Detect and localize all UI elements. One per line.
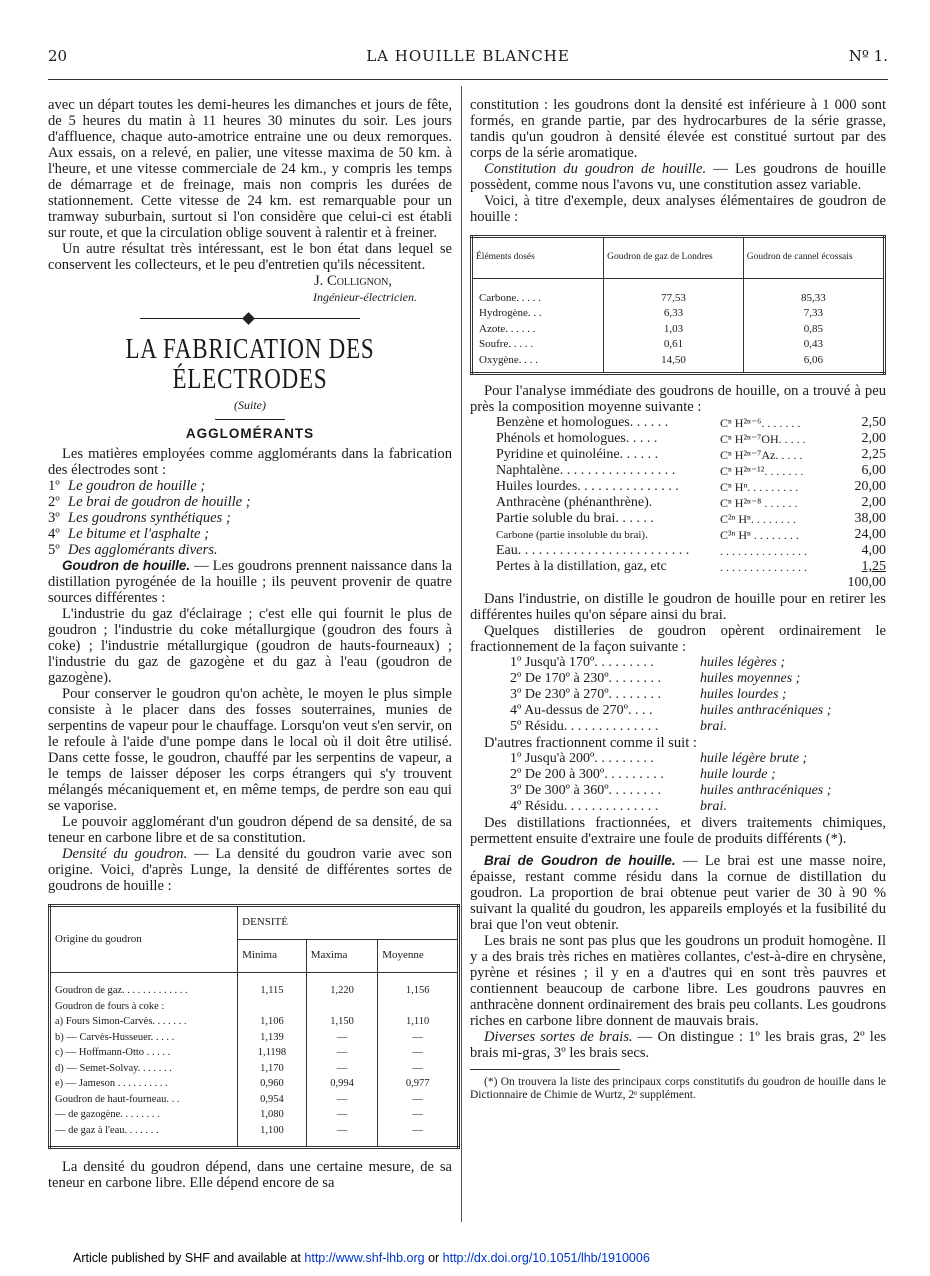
- signature: [48, 273, 452, 305]
- list-item: Eau. . . . . . . . . . . . . . . . . . . . . . . . . . . . . . . . . . . . . . . . 4,00: [496, 543, 886, 558]
- paragraph: Les brais ne sont pas plus que les goudrons un produit homogène. Il y a des brais très riches en matières collantes, c'est-à-dire en chrysène, pyrène et résines ; il y en a d'autres qui en sont très pauvres et contiennent beaucoup de carbone libre. Les goudrons pauvres en anthracène donnent ordinairement des brais peu collants. Les goudrons riches en carbone libre donnent de mauvais brais.: [470, 933, 886, 1029]
- list-item: 5º Résidu. . . . . . . . . . . . . . brai.: [510, 719, 727, 734]
- paragraph: Des distillations fractionnées, et divers traitements chimiques, permettent ensuite d'extraire une foule de produits différents (*).: [470, 815, 886, 847]
- list-item: 1º Le goudron de houille ;: [48, 478, 206, 494]
- run-in-heading: Constitution du goudron de houille.: [484, 161, 707, 177]
- table-header: Origine du goudron: [50, 906, 238, 973]
- table-row: Goudron de gaz. . . . . . . . . . . . . 1,115 1,220 1,156: [50, 973, 459, 999]
- paragraph: constitution : les goudrons dont la densité est inférieure à 1 000 sont formés, en grande partie, par des hydrocarbures de la série grasse, tandis qu'un goudron à densité élevée est constitué surtout par des corps de la série aromatique.: [470, 97, 886, 161]
- doi-link[interactable]: http://dx.doi.org/10.1051/lhb/1910006: [442, 1251, 650, 1265]
- list-item: 4º Résidu. . . . . . . . . . . . . . brai.: [510, 799, 727, 814]
- paragraph: D'autres fractionnent comme il suit :: [484, 735, 697, 751]
- article-title: LA FABRICATION DES ÉLECTRODES: [125, 334, 375, 395]
- table-row: Goudron de haut-fourneau. . . 0,954 — —: [50, 1092, 459, 1108]
- paragraph: L'industrie du gaz d'éclairage ; c'est elle qui fournit le plus de goudron ; l'industrie du coke métallurgique (goudron des fours à coke) ; l'industrie métallurgique (goudron de hauts-fourneaux) ; l'industrie du gaz de gazogène et du gaz à l'eau (goudron de gazogène).: [48, 606, 452, 686]
- list-item: Huiles lourdes. . . . . . . . . . . . . . . Cⁿ Hⁿ. . . . . . . . . 20,00: [496, 479, 886, 494]
- run-in-heading: Diverses sortes de brais.: [484, 1029, 633, 1045]
- list-item: 2º De 200 à 300º. . . . . . . . . huile lourde ;: [510, 767, 776, 782]
- list-item: 4º Le bitume et l'asphalte ;: [48, 526, 209, 542]
- table-row: Goudron de fours à coke :: [50, 999, 459, 1015]
- density-table: [48, 904, 460, 1149]
- paragraph: Le pouvoir agglomérant d'un goudron dépend de sa densité, de sa teneur en carbone libre et de sa constitution.: [48, 814, 452, 846]
- composition-total: 100,00: [847, 575, 886, 590]
- paragraph: avec un départ toutes les demi-heures les dimanches et jours de fête, de 5 heures du matin à 11 heures 30 minutes du soir. Les jours d'affluence, chaque auto-amotrice entraine une ou deux remorques. Aux essais, on a relevé, en palier, une vitesse maxima de 50 km. à l'heure, et une vitesse commerciale de 24 km., y compris les temps de démarrage et de freinage, mais non compris les durées de stationnement. Cette vitesse de 24 km. est remarquable pour un tramway suburbain, surtout si l'on considère que celui-ci est établi sur route, et que la circulation oblige souvent à ralentir et à freiner.: [48, 97, 452, 241]
- list-item: Naphtalène. . . . . . . . . . . . . . . . . Cⁿ H²ⁿ⁻¹². . . . . . . 6,00: [496, 463, 886, 478]
- header-rule: [48, 79, 888, 80]
- table-header: Éléments dosés: [472, 237, 604, 279]
- table-header: DENSITÉ: [238, 906, 459, 940]
- table-header: Minima: [238, 940, 307, 973]
- signature-role: Ingénieur-électricien.: [312, 290, 417, 304]
- shf-link[interactable]: http://www.shf-lhb.org: [304, 1251, 425, 1265]
- table-row: — de gaz à l'eau. . . . . . . 1,100 — —: [50, 1123, 459, 1148]
- table-header: Moyenne: [378, 940, 459, 973]
- left-column: [48, 97, 452, 1191]
- list-item: 3º Les goudrons synthétiques ;: [48, 510, 231, 526]
- footnote: (*) On trouvera la liste des principaux corps constitutifs du goudron de houille dans le Dictionnaire de Chimie de Wurtz, 2ᵉ supplément.: [470, 1076, 886, 1101]
- run-in-heading: Brai de Goudron de houille.: [484, 853, 676, 868]
- table-row: Oxygène. . . . 14,50 6,06: [472, 353, 885, 374]
- list-item: 3º De 230º à 270º. . . . . . . . huiles lourdes ;: [510, 687, 787, 702]
- paragraph: Brai de Goudron de houille. — Le brai est une masse noire, épaisse, restant comme résidu dans la cornue de distillation du goudron. La proportion de brai obtenue peut varier de 30 à 90 % suivant la qualité du goudron, les appareils employés et la fusibilité du brai que l'on veut obtenir.: [470, 853, 886, 933]
- composition-list: [470, 415, 886, 591]
- paragraph: Densité du goudron. — La densité du goudron varie avec son origine. Voici, d'après Lunge, la densité de différentes sortes de goudrons de houille :: [48, 846, 452, 894]
- list-item: Carbone (partie insoluble du brai). C³ⁿ Hⁿ . . . . . . . . 24,00: [496, 527, 886, 542]
- footnote-rule: [470, 1069, 620, 1070]
- table-row: Soufre. . . . . 0,61 0,43: [472, 337, 885, 353]
- paragraph: Les matières employées comme agglomérants dans la fabrication des électrodes sont :: [48, 446, 452, 478]
- paragraph: Dans l'industrie, on distille le goudron de houille pour en retirer les différentes huiles qu'on sépare ainsi du brai.: [470, 591, 886, 623]
- run-in-heading: Goudron de houille.: [62, 558, 191, 573]
- list-item: 2º De 170º à 230º. . . . . . . . huiles moyennes ;: [510, 671, 801, 686]
- paragraph: Un autre résultat très intéressant, est le bon état dans lequel se conservent les collecteurs, et le peu d'entretien qu'ils nécessitent.: [48, 241, 452, 273]
- paragraph: Constitution du goudron de houille. — Les goudrons de houille possèdent, comme nous l'avons vu, une constitution assez variable.: [470, 161, 886, 193]
- table-row: d) — Semet-Solvay. . . . . . . 1,170 — —: [50, 1061, 459, 1077]
- paragraph: Pour conserver le goudron qu'on achète, le moyen le plus simple consiste à le placer dans des fosses souterraines, munies de serpentins de vapeur pour le chauffage. Lorsqu'on veut s'en servir, on le refoule à l'aide d'une pompe dans le local où il doit être utilisé. Dans cette fosse, le goudron, chauffé par les serpentins de vapeur, a le temps de laisser déposer les corps étrangers qui s'y trouvent mélangés mécaniquement et, en même temps, de perdre son eau qui se vaporise.: [48, 686, 452, 814]
- page-header: [48, 47, 888, 67]
- table-row: — de gazogène. . . . . . . . 1,080 — —: [50, 1107, 459, 1123]
- ornament-divider: [140, 313, 360, 325]
- fraction-list-1: [470, 655, 886, 735]
- agglomerant-list: [48, 478, 452, 558]
- paragraph: Voici, à titre d'exemple, deux analyses élémentaires de goudron de houille :: [470, 193, 886, 225]
- list-item: 5º Des agglomérants divers.: [48, 542, 218, 558]
- list-item: 4º Au-dessus de 270º. . . . huiles anthracéniques ;: [510, 703, 832, 718]
- fraction-list-2: [470, 751, 886, 815]
- paragraph: Quelques distilleries de goudron opèrent ordinairement le fractionnement de la façon suivante :: [470, 623, 886, 655]
- paragraph: Pour l'analyse immédiate des goudrons de houille, on a trouvé à peu près la composition moyenne suivante :: [470, 383, 886, 415]
- list-item: 2º Le brai de goudron de houille ;: [48, 494, 251, 510]
- list-item: 3º De 300º à 360º. . . . . . . . huiles anthracéniques ;: [510, 783, 832, 798]
- list-item: Anthracène (phénanthrène). Cⁿ H²ⁿ⁻⁸ . . . . . . 2,00: [496, 495, 886, 510]
- paragraph: Goudron de houille. — Les goudrons prennent naissance dans la distillation pyrogénée de la houille ; ils peuvent provenir de quatre sources différentes :: [48, 558, 453, 606]
- list-item: Benzène et homologues. . . . . . Cⁿ H²ⁿ⁻⁶. . . . . . . 2,50: [496, 415, 886, 430]
- issue-number: Nº 1.: [848, 47, 888, 65]
- signature-name: J. Collignon,: [313, 273, 392, 289]
- table-header: Maxima: [306, 940, 378, 973]
- right-column: [470, 97, 886, 1102]
- column-divider: [461, 86, 462, 1222]
- table-header: Goudron de gaz de Londres: [604, 237, 744, 279]
- journal-title: LA HOUILLE BLANCHE: [366, 47, 570, 65]
- table-row: c) — Hoffmann-Otto . . . . . 1,1198 — —: [50, 1045, 459, 1061]
- analysis-table: [470, 235, 886, 375]
- list-item: Phénols et homologues. . . . . Cⁿ H²ⁿ⁻⁷OH. . . . . 2,00: [496, 431, 886, 446]
- paragraph: Diverses sortes de brais. — On distingue : 1º les brais gras, 2º les brais mi-gras, 3º les brais secs.: [470, 1029, 887, 1061]
- list-item: 1º Jusqu'à 200º. . . . . . . . . huile légère brute ;: [510, 751, 808, 766]
- paragraph: La densité du goudron dépend, dans une certaine mesure, de sa teneur en carbone libre. Elle dépend encore de sa: [48, 1159, 452, 1191]
- run-in-heading: Densité du goudron.: [62, 846, 188, 862]
- list-item: Pyridine et quinoléine. . . . . . Cⁿ H²ⁿ⁻⁷Az. . . . . 2,25: [496, 447, 886, 462]
- short-rule: [215, 419, 285, 420]
- table-row: e) — Jameson . . . . . . . . . . 0,960 0,994 0,977: [50, 1076, 459, 1092]
- list-item: Partie soluble du brai. . . . . . C²ⁿ Hⁿ. . . . . . . . 38,00: [496, 511, 886, 526]
- table-row: b) — Carvès-Husseuer. . . . . 1,139 — —: [50, 1030, 459, 1046]
- table-row: Carbone. . . . . 77,53 85,33: [472, 278, 885, 306]
- section-heading: AGGLOMÉRANTS: [185, 426, 315, 441]
- publication-notice: Article published by SHF and available at http://www.shf-lhb.org or http://dx.doi.org/10.1051/lhb/1910006: [73, 1251, 650, 1265]
- table-row: Azote. . . . . . 1,03 0,85: [472, 322, 885, 338]
- list-item: 1º Jusqu'à 170º. . . . . . . . . huiles légères ;: [510, 655, 786, 670]
- table-row: Hydrogène. . . 6,33 7,33: [472, 306, 885, 322]
- table-row: a) Fours Simon-Carvès. . . . . . . 1,106 1,150 1,110: [50, 1014, 459, 1030]
- article-subtitle: (Suite): [234, 398, 266, 412]
- table-header: Goudron de cannel écossais: [743, 237, 884, 279]
- list-item: Pertes à la distillation, gaz, etc . . . . . . . . . . . . . . . 1,25: [496, 559, 886, 574]
- page-number: 20: [48, 47, 68, 65]
